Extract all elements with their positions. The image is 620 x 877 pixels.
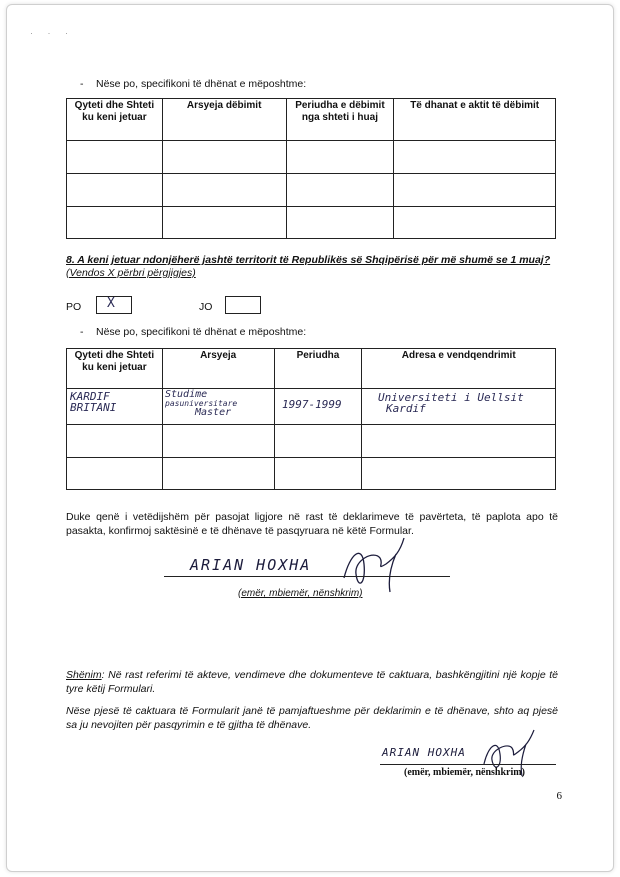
yes-label: PO	[66, 301, 82, 313]
no-label: JO	[199, 301, 213, 313]
signature-name: ARIAN HOXHA	[190, 556, 312, 574]
signature-caption: (emër, mbiemër, nënshkrim)	[238, 588, 363, 599]
page-number: 6	[556, 790, 562, 802]
question-8	[66, 254, 562, 280]
note-paragraph	[66, 668, 558, 696]
yes-checkbox[interactable]	[96, 296, 132, 314]
question-8-instruction: (Vendos X përbri përgjigjes)	[66, 267, 196, 279]
handwritten-period: 1997-1999	[282, 398, 342, 411]
section8-table	[66, 348, 556, 490]
section8-bullet-text: Nëse po, specifikoni të dhënat e mëposhtme:	[96, 326, 307, 338]
handwritten-address: Universiteti i Uellsit Kardif	[378, 391, 524, 415]
col-header-city: Qyteti dhe Shteti ku keni jetuar	[67, 99, 163, 141]
table-row	[67, 141, 556, 174]
table-row	[67, 458, 556, 490]
col-header-period: Periudha e dëbimit nga shteti i huaj	[286, 99, 394, 141]
table-header-row	[67, 99, 556, 141]
note-text-1: : Në rast referimi të akteve, vendimeve dhe dokumenteve të caktuara, bashkëngjitini një kopje të tyre këtij Formulari.	[66, 669, 558, 695]
note-label: Shënim	[66, 669, 102, 681]
note-text-2: Nëse pjesë të caktuara të Formularit janë të pamjaftueshme për deklarimin e të dhënave, shto aq pjesë sa ju nevojiten për pasqyrimin e të gjitha të dhënave.	[66, 705, 558, 731]
handwritten-city: KARDIF BRITANI	[70, 390, 117, 414]
handwritten-reason: Studime pasuniversitare Master	[165, 389, 238, 418]
table-row	[67, 425, 556, 458]
table-row	[67, 207, 556, 239]
section8-bullet: - Nëse po, specifikoni të dhënat e mëposhtme:	[80, 326, 307, 338]
section7-bullet-text: Nëse po, specifikoni të dhënat e mëposhtme:	[96, 78, 307, 90]
table-row	[67, 174, 556, 207]
signature2-name: ARIAN HOXHA	[382, 746, 466, 759]
col-header-period: Periudha	[274, 349, 362, 389]
signature-line	[164, 576, 450, 577]
table-header-row	[67, 349, 556, 389]
declaration-text: Duke qenë i vetëdijshëm për pasojat ligjore në rast të deklarimeve të pavërteta, të paplota apo të pasakta, konfirmoj saktësinë e të dhënave të pasqyruara në këtë Formular.	[66, 511, 558, 537]
col-header-act: Të dhanat e aktit të dëbimit	[394, 99, 556, 141]
scan-specks: · · ·	[30, 28, 74, 38]
col-header-reason: Arsyeja	[162, 349, 274, 389]
section7-bullet: - Nëse po, specifikoni të dhënat e mëposhtme:	[80, 78, 307, 90]
section7-table	[66, 98, 556, 239]
col-header-city: Qyteti dhe Shteti ku keni jetuar	[67, 349, 163, 389]
no-checkbox[interactable]	[225, 296, 261, 314]
col-header-reason: Arsyeja dëbimit	[162, 99, 286, 141]
signature2-caption: (emër, mbiemër, nënshkrim)	[404, 767, 525, 778]
yes-mark: X	[107, 296, 115, 311]
signature2-line	[380, 764, 556, 765]
col-header-address: Adresa e vendqendrimit	[362, 349, 556, 389]
question-8-text: 8. A keni jetuar ndonjëherë jashtë territorit të Republikës së Shqipërisë për më shumë se 1 muaj?	[66, 254, 551, 266]
